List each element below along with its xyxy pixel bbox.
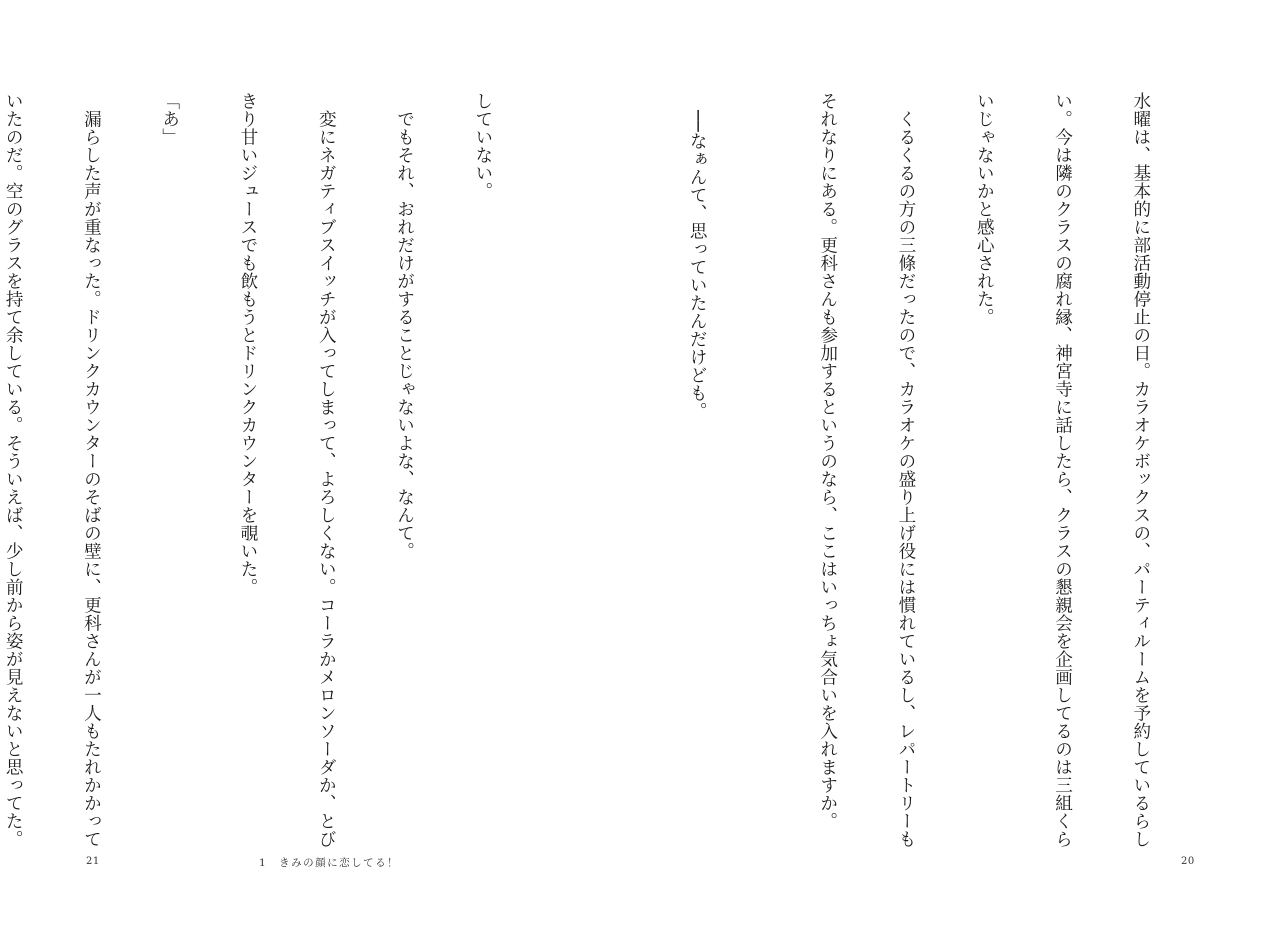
text-line: い。今は隣のクラスの腐れ縁、神宮寺に話したら、クラスの懇親会を企画してるのは三組くら [1052,92,1073,848]
text-line: でもそれ、おれだけがすることじゃないよな、なんて。 [394,92,415,560]
text-line: 「あ」 [159,92,180,146]
text-line: 水曜は、基本的に部活動停止の日。カラオケボックスの、パーティルームを予約しているらし [1130,92,1151,848]
text-line: それなりにある。更科さんも参加するというのなら、ここはいっちょ気合いを入れますか。 [817,92,838,830]
text-line: ──なぁんて、思っていたんだけども。 [687,92,708,420]
text-line: くるくるの方の三條だったので、カラオケの盛り上げ役には慣れているし、レパートリーも [895,92,916,848]
text-line: いたのだ。空のグラスを持て余している。そういえば、少し前から姿が見えないと思ってた。 [3,92,24,848]
text-line: していない。 [472,92,493,200]
page-number: 20 [1181,856,1195,867]
running-head-chapter-title: 1 きみの顔に恋してる！ [259,857,400,869]
page-number: 21 [86,856,100,867]
text-line: 漏らした声が重なった。ドリンクカウンターのそばの壁に、更科さんが一人もたれかかって [81,92,102,848]
text-line: 変にネガティブスイッチが入ってしまって、よろしくない。コーラかメロンソーダか、とび [316,92,337,848]
right-page-text [687,92,1206,848]
right-page [640,0,1280,940]
text-line: いじゃないかと感心された。 [974,92,995,326]
left-page-text [3,92,548,848]
text-line: きり甘いジュースでも飲もうとドリンクカウンターを覗いた。 [237,92,258,596]
